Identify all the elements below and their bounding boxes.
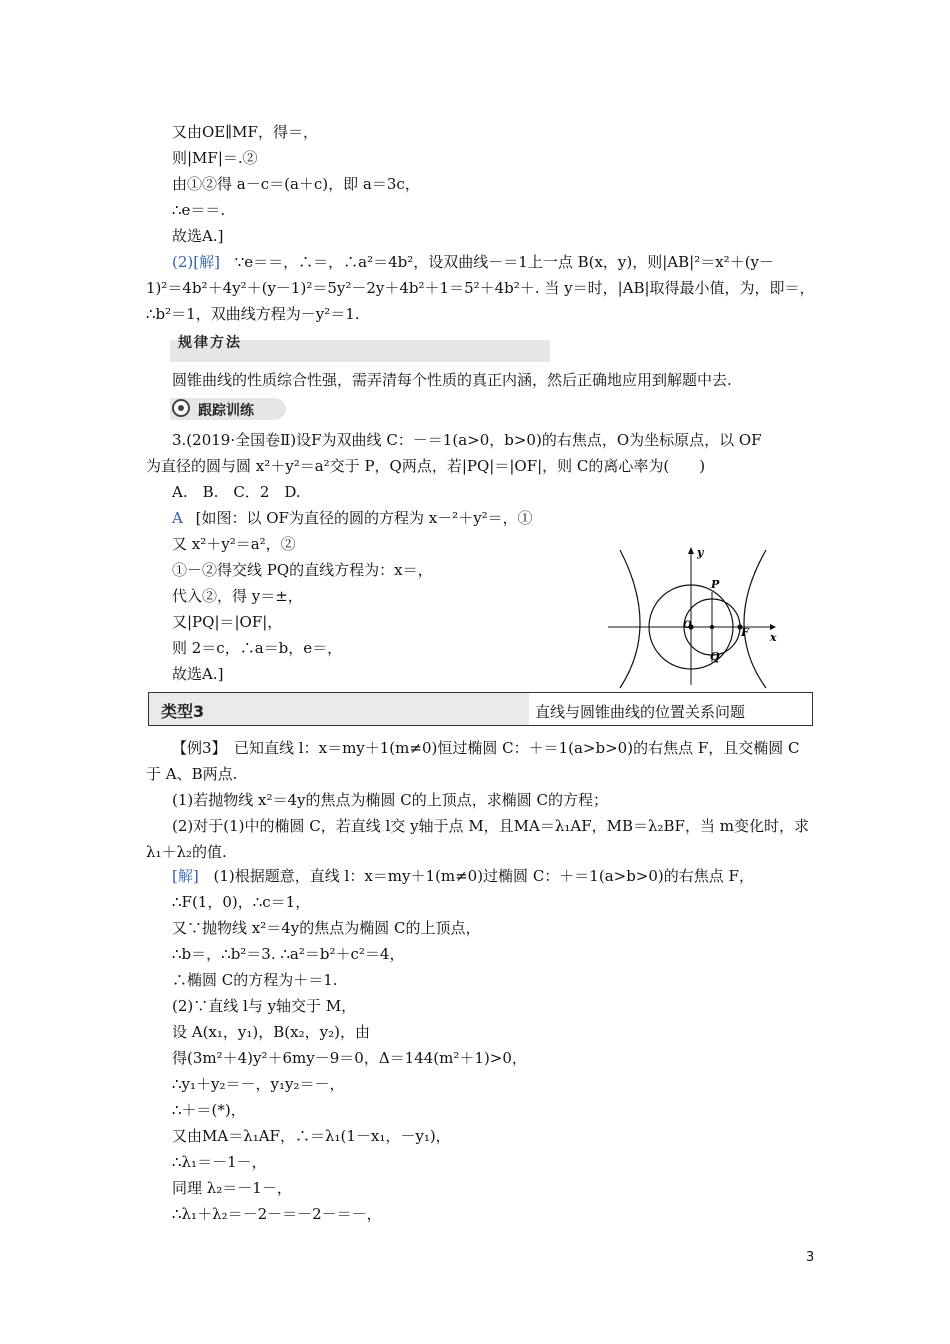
solution-line: ∴b＝，∴b²＝3. ∴a²＝b²＋c²＝4， <box>172 945 405 963</box>
label-f: F <box>741 626 749 639</box>
solution-text: (1)根据题意，直线 l：x＝my＋1(m≠0)过椭圆 C：＋＝1(a>b>0)的右焦点 F， <box>213 867 754 885</box>
solution-line: 又∵抛物线 x²＝4y的焦点为椭圆 C的上顶点， <box>172 919 481 937</box>
example-line: 【例3】 已知直线 l：x＝my＋1(m≠0)恒过椭圆 C：＋＝1(a>b>0)的右焦点 F，且交椭圆 C <box>172 739 800 757</box>
solution-line: 得(3m²＋4)y²＋6my－9＝0，Δ＝144(m²＋1)>0， <box>172 1049 527 1067</box>
section-tag-bg <box>149 693 529 725</box>
text-line: 故选A.] <box>172 227 224 245</box>
question-line: 3.(2019·全国卷Ⅱ)设F为双曲线 C：－＝1(a>0，b>0)的右焦点，O为坐标原点，以 OF <box>172 431 762 449</box>
text-line: 由①②得 a－c＝(a＋c)，即 a＝3c， <box>172 175 420 193</box>
solution-line: ∴F(1，0)，∴c＝1， <box>172 893 311 911</box>
text-line: ∴e＝＝. <box>172 201 226 219</box>
solution-line: ∴λ₁＝－1－， <box>172 1153 267 1171</box>
text-line: 则|MF|＝.② <box>172 149 258 167</box>
example-line: 于 A、B两点. <box>146 765 238 783</box>
label-y: y <box>697 546 704 559</box>
section-tag: 类型3 <box>161 702 205 721</box>
hyperbola-circles-figure <box>598 540 788 690</box>
method-text: 圆锥曲线的性质综合性强，需弄清每个性质的真正内涵，然后正确地应用到解题中去. <box>172 371 732 389</box>
solution-line: 故选A.] <box>172 665 224 683</box>
example-line: (2)对于(1)中的椭圆 C，若直线 l交 y轴于点 M，且MA＝λ₁AF，MB＝λ₂BF，当 m变化时，求 <box>172 817 809 835</box>
solution-line: ∴λ₁＋λ₂＝－2－＝－2－＝－， <box>172 1205 382 1223</box>
target-icon <box>172 399 190 417</box>
solution-line: 又由MA＝λ₁AF，∴＝λ₁(1－x₁，－y₁)， <box>172 1127 451 1145</box>
solution-line: ∴＋＝(*)， <box>172 1101 246 1119</box>
solution-line: 则 2＝c，∴a＝b，e＝， <box>172 639 343 657</box>
example-line: λ₁＋λ₂的值. <box>146 843 227 861</box>
solution-line <box>172 866 754 886</box>
hyperbola-left-branch <box>620 550 640 688</box>
training-bar <box>170 398 286 420</box>
solution-line: 代入②，得 y＝±， <box>172 587 303 605</box>
question-options: A. B. C．2 D. <box>172 483 301 501</box>
solution-line: 又|PQ|＝|OF|， <box>172 613 283 631</box>
solution-text: [如图：以 OF为直径的圆的方程为 x－²＋y²＝，① <box>195 509 533 527</box>
label-o: O <box>683 620 692 631</box>
solution-line: ∴b²＝1，双曲线方程为－y²＝1. <box>146 305 360 323</box>
section-title: 直线与圆锥曲线的位置关系问题 <box>535 703 746 721</box>
hyperbola-right-branch <box>744 550 766 688</box>
label-q: Q <box>710 650 720 663</box>
solution-line: 1)²＝4b²＋4y²＋(y－1)²＝5y²－2y＋4b²＋1＝5²＋4b²＋. 当 y＝时，|AB|取得最小值，为，即＝， <box>146 279 815 297</box>
solution-line: 又 x²＋y²＝a²，② <box>172 535 296 553</box>
solution-line: ①－②得交线 PQ的直线方程为：x＝， <box>172 561 433 579</box>
answer-letter: A <box>172 509 183 527</box>
label-x: x <box>770 631 777 644</box>
label-p: P <box>711 578 720 591</box>
solution-line: 设 A(x₁，y₁)，B(x₂，y₂)，由 <box>172 1023 370 1041</box>
y-axis-arrow <box>688 547 694 554</box>
method-label: 规律方法 <box>178 335 242 351</box>
point-mid <box>710 625 714 629</box>
solution-line: (2)∵直线 l与 y轴交于 M， <box>172 997 357 1015</box>
solution-marker: [解] <box>172 867 199 885</box>
solution-line: ∴椭圆 C的方程为＋＝1. <box>172 971 338 989</box>
section-header <box>148 692 813 726</box>
solution-line <box>172 508 533 528</box>
text-line: 又由OE∥MF，得＝， <box>172 123 318 141</box>
example-line: (1)若抛物线 x²＝4y的焦点为椭圆 C的上顶点，求椭圆 C的方程； <box>172 791 608 809</box>
solution-line: ∴y₁＋y₂＝－，y₁y₂＝－， <box>172 1075 345 1093</box>
question-line: 为直径的圆与圆 x²＋y²＝a²交于 P，Q两点，若|PQ|＝|OF|，则 C的离心率为( ) <box>146 457 706 475</box>
solution-line <box>172 252 774 272</box>
x-axis-arrow <box>770 624 776 630</box>
solution-text: ∵e＝＝，∴＝，∴a²＝4b²，设双曲线－＝1上一点 B(x，y)，则|AB|²＝x²＋(y－ <box>234 253 775 271</box>
solution-line: 同理 λ₂＝－1－， <box>172 1179 292 1197</box>
solution-marker: (2)[解] <box>172 253 220 271</box>
page-number: 3 <box>806 1250 815 1265</box>
training-label: 跟踪训练 <box>198 403 254 419</box>
